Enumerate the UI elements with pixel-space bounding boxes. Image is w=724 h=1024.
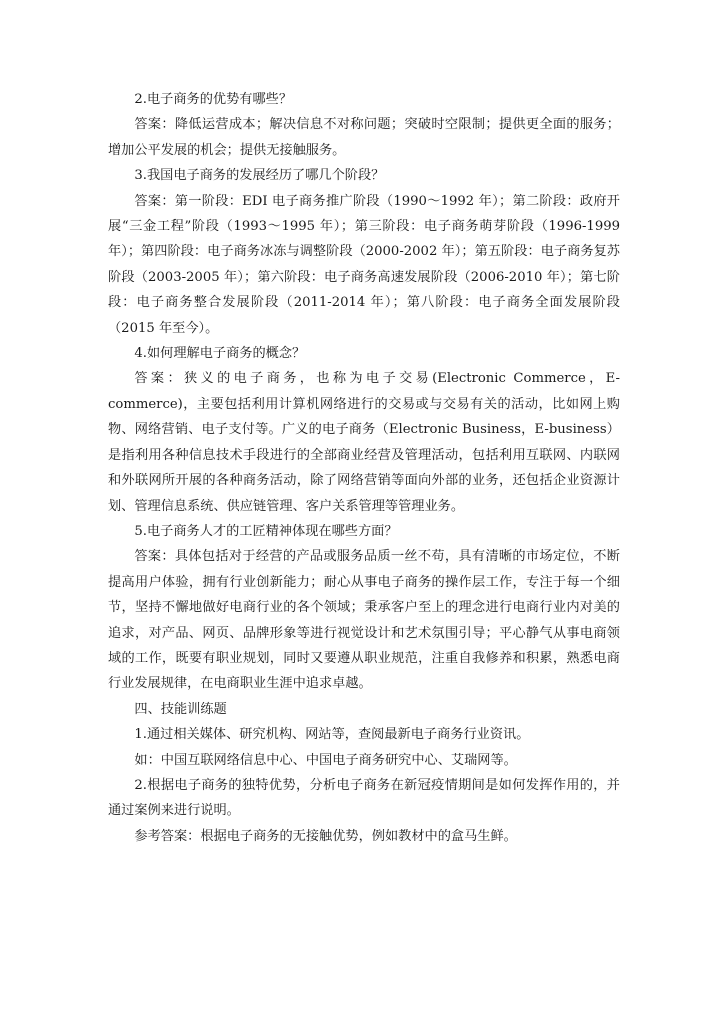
exercise-1: 1.通过相关媒体、研究机构、网站等，查阅最新电子商务行业资讯。 [134, 727, 530, 743]
question-5: 5.电子商务人才的工匠精神体现在哪些方面？ [134, 523, 398, 539]
question-4: 4.如何理解电子商务的概念？ [134, 346, 306, 362]
answer-3: 答案：第一阶段：EDI 电子商务推广阶段（1990～1992 年）；第二阶段：政府开展“三金工程”阶段（1993～1995 年）；第三阶段：电子商务萌芽阶段（1996-1999 年）；第四阶段：电子商务冰冻与调整阶段（2000-2002 年）；第五阶段：电子商务复苏阶段（2003-2005 年）；第六阶段：电子商务高速发展阶段（2006-2010 年）；第七阶段：电子商务整合发展阶段（2011-2014 年）；第八阶段：电子商务全面发展阶段（2015 年至今）。 [108, 193, 620, 336]
exercise-2: 2.根据电子商务的独特优势，分析电子商务在新冠疫情期间是如何发挥作用的，并通过案例来进行说明。 [108, 777, 620, 819]
section-heading: 四、技能训练题 [134, 701, 227, 717]
answer-2: 答案：降低运营成本；解决信息不对称问题；突破时空限制；提供更全面的服务；增加公平发展的机会；提供无接触服务。 [108, 117, 620, 158]
answer-4: 答案：狭义的电子商务，也称为电子交易(Electronic Commerce，E-commerce)，主要包括利用计算机网络进行的交易或与交易有关的活动，比如网上购物、网络营销、电子支付等。广义的电子商务（Electronic Business，E-business）是指利用各种信息技术手段进行的全部商业经营及管理活动，包括利用互联网、内联网和外联网所开展的各种商务活动，除了网络营销等面向外部的业务，还包括企业资源计划、管理信息系统、供应链管理、客户关系管理等管理业务。 [108, 371, 620, 514]
answer-5: 答案：具体包括对于经营的产品或服务品质一丝不苟，具有清晰的市场定位，不断提高用户体验，拥有行业创新能力；耐心从事电子商务的操作层工作，专注于每一个细节，坚持不懈地做好电商行业的各个领域；秉承客户至上的理念进行电商行业内对美的追求，对产品、网页、品牌形象等进行视觉设计和艺术氛围引导；平心静气从事电商领域的工作，既要有职业规划，同时又要遵从职业规范，注重自我修养和积累，熟悉电商行业发展规律，在电商职业生涯中追求卓越。 [108, 549, 620, 692]
exercise-1-example: 如：中国互联网络信息中心、中国电子商务研究中心、艾瑞网等。 [134, 752, 517, 768]
document-page [108, 87, 620, 849]
question-3: 3.我国电子商务的发展经历了哪几个阶段？ [134, 168, 385, 184]
exercise-2-answer: 参考答案：根据电子商务的无接触优势，例如教材中的盒马生鲜。 [134, 828, 517, 844]
question-2: 2.电子商务的优势有哪些？ [134, 92, 293, 107]
